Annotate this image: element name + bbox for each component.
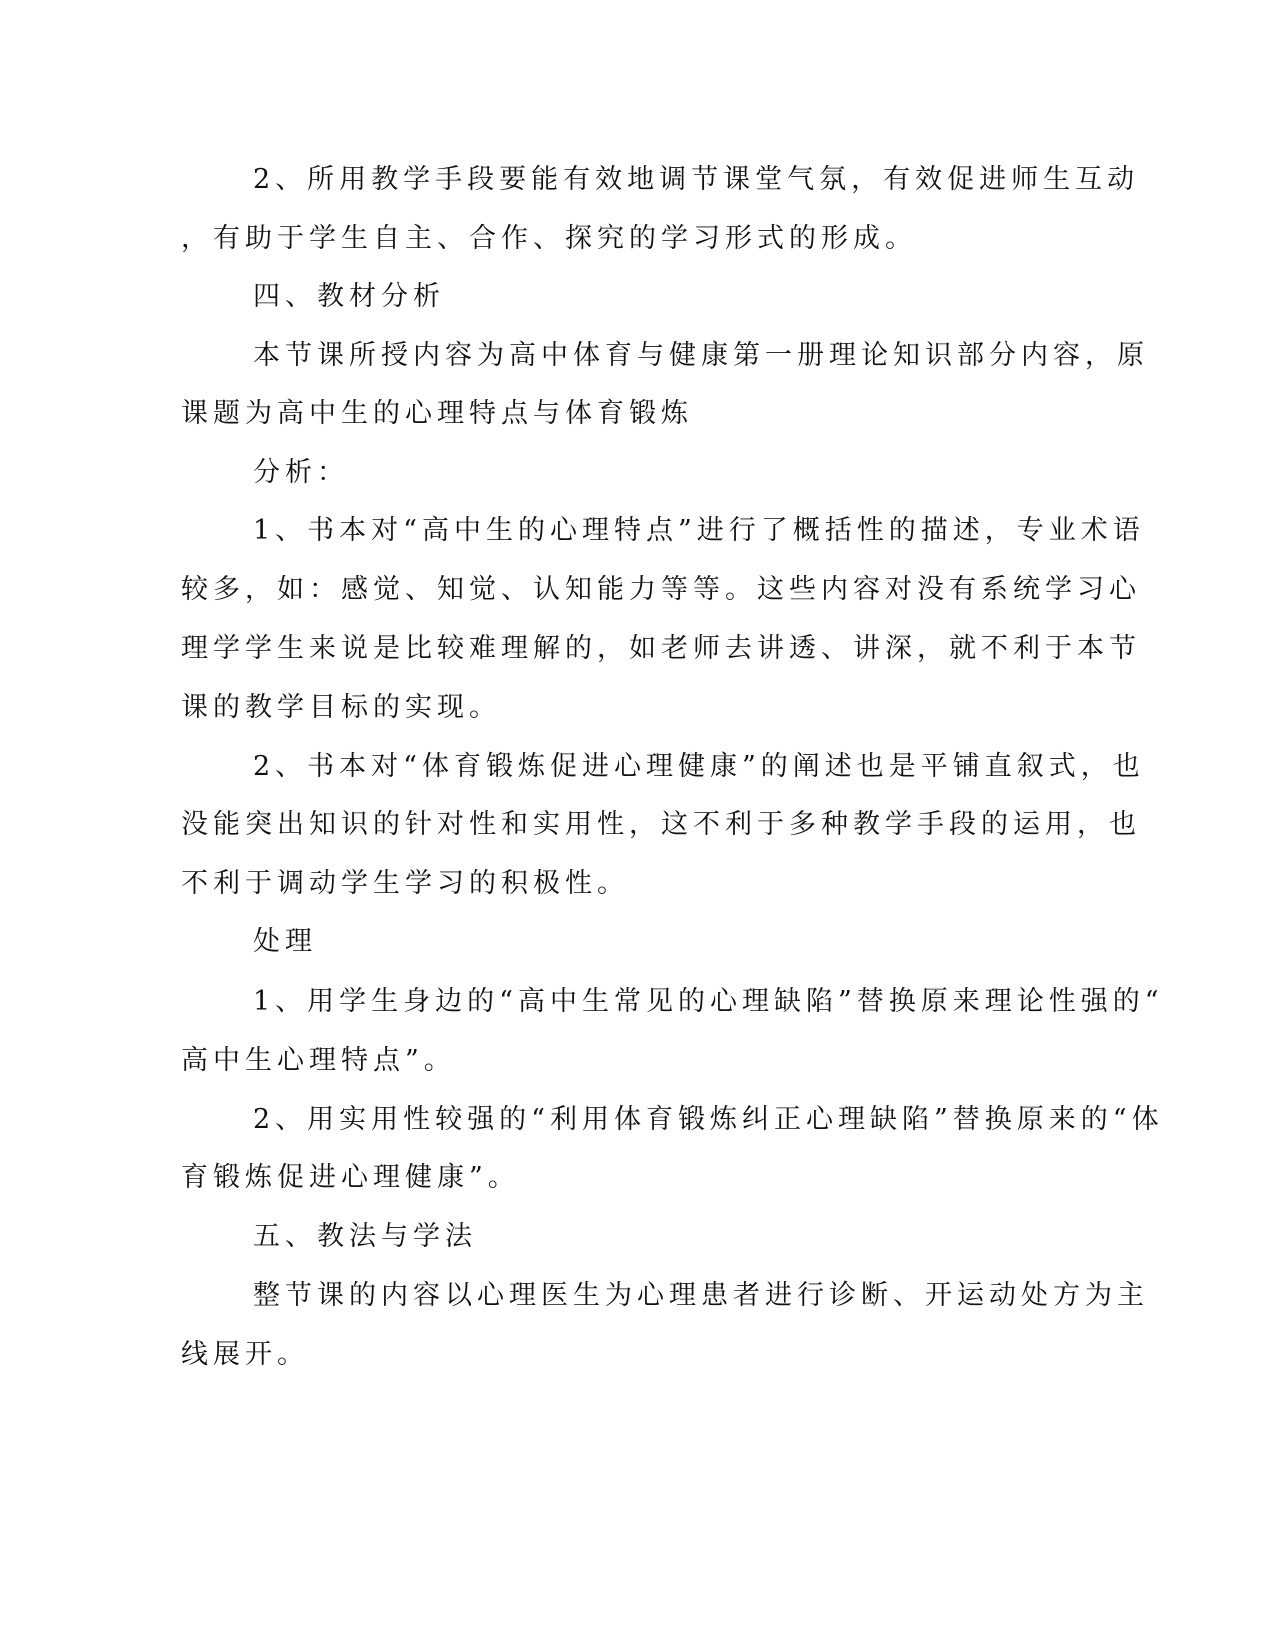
paragraph-line: 2、书本对“体育锻炼促进心理健康”的阐述也是平铺直叙式，也 — [253, 751, 1145, 782]
paragraph-line: ，有助于学生自主、合作、探究的学习形式的形成。 — [181, 223, 917, 254]
section-heading: 四、教材分析 — [253, 281, 445, 312]
paragraph-line: 高中生心理特点”。 — [181, 1045, 456, 1076]
paragraph-line: 课的教学目标的实现。 — [181, 692, 501, 723]
section-heading: 五、教法与学法 — [253, 1221, 477, 1252]
paragraph-line: 2、所用教学手段要能有效地调节课堂气氛，有效促进师生互动 — [253, 164, 1140, 195]
paragraph-line: 1、用学生身边的“高中生常见的心理缺陷”替换原来理论性强的“ — [253, 986, 1164, 1017]
paragraph-line: 没能突出知识的针对性和实用性，这不利于多种教学手段的运用，也 — [181, 809, 1141, 840]
paragraph-line: 2、用实用性较强的“利用体育锻炼纠正心理缺陷”替换原来的“体 — [253, 1104, 1164, 1135]
paragraph-line: 线展开。 — [181, 1339, 309, 1370]
paragraph-line: 课题为高中生的心理特点与体育锻炼 — [181, 398, 693, 429]
paragraph-line: 不利于调动学生学习的积极性。 — [181, 868, 629, 899]
paragraph-line: 育锻炼促进心理健康”。 — [181, 1162, 520, 1193]
subheading: 处理 — [253, 926, 317, 957]
paragraph-line: 理学学生来说是比较难理解的，如老师去讲透、讲深，就不利于本节 — [181, 633, 1141, 664]
subheading: 分析： — [253, 457, 349, 488]
paragraph-line: 本节课所授内容为高中体育与健康第一册理论知识部分内容，原 — [253, 340, 1149, 371]
paragraph-line: 较多，如：感觉、知觉、认知能力等等。这些内容对没有系统学习心 — [181, 574, 1141, 605]
paragraph-line: 1、书本对“高中生的心理特点”进行了概括性的描述，专业术语 — [253, 515, 1145, 546]
paragraph-line: 整节课的内容以心理医生为心理患者进行诊断、开运动处方为主 — [253, 1280, 1149, 1311]
